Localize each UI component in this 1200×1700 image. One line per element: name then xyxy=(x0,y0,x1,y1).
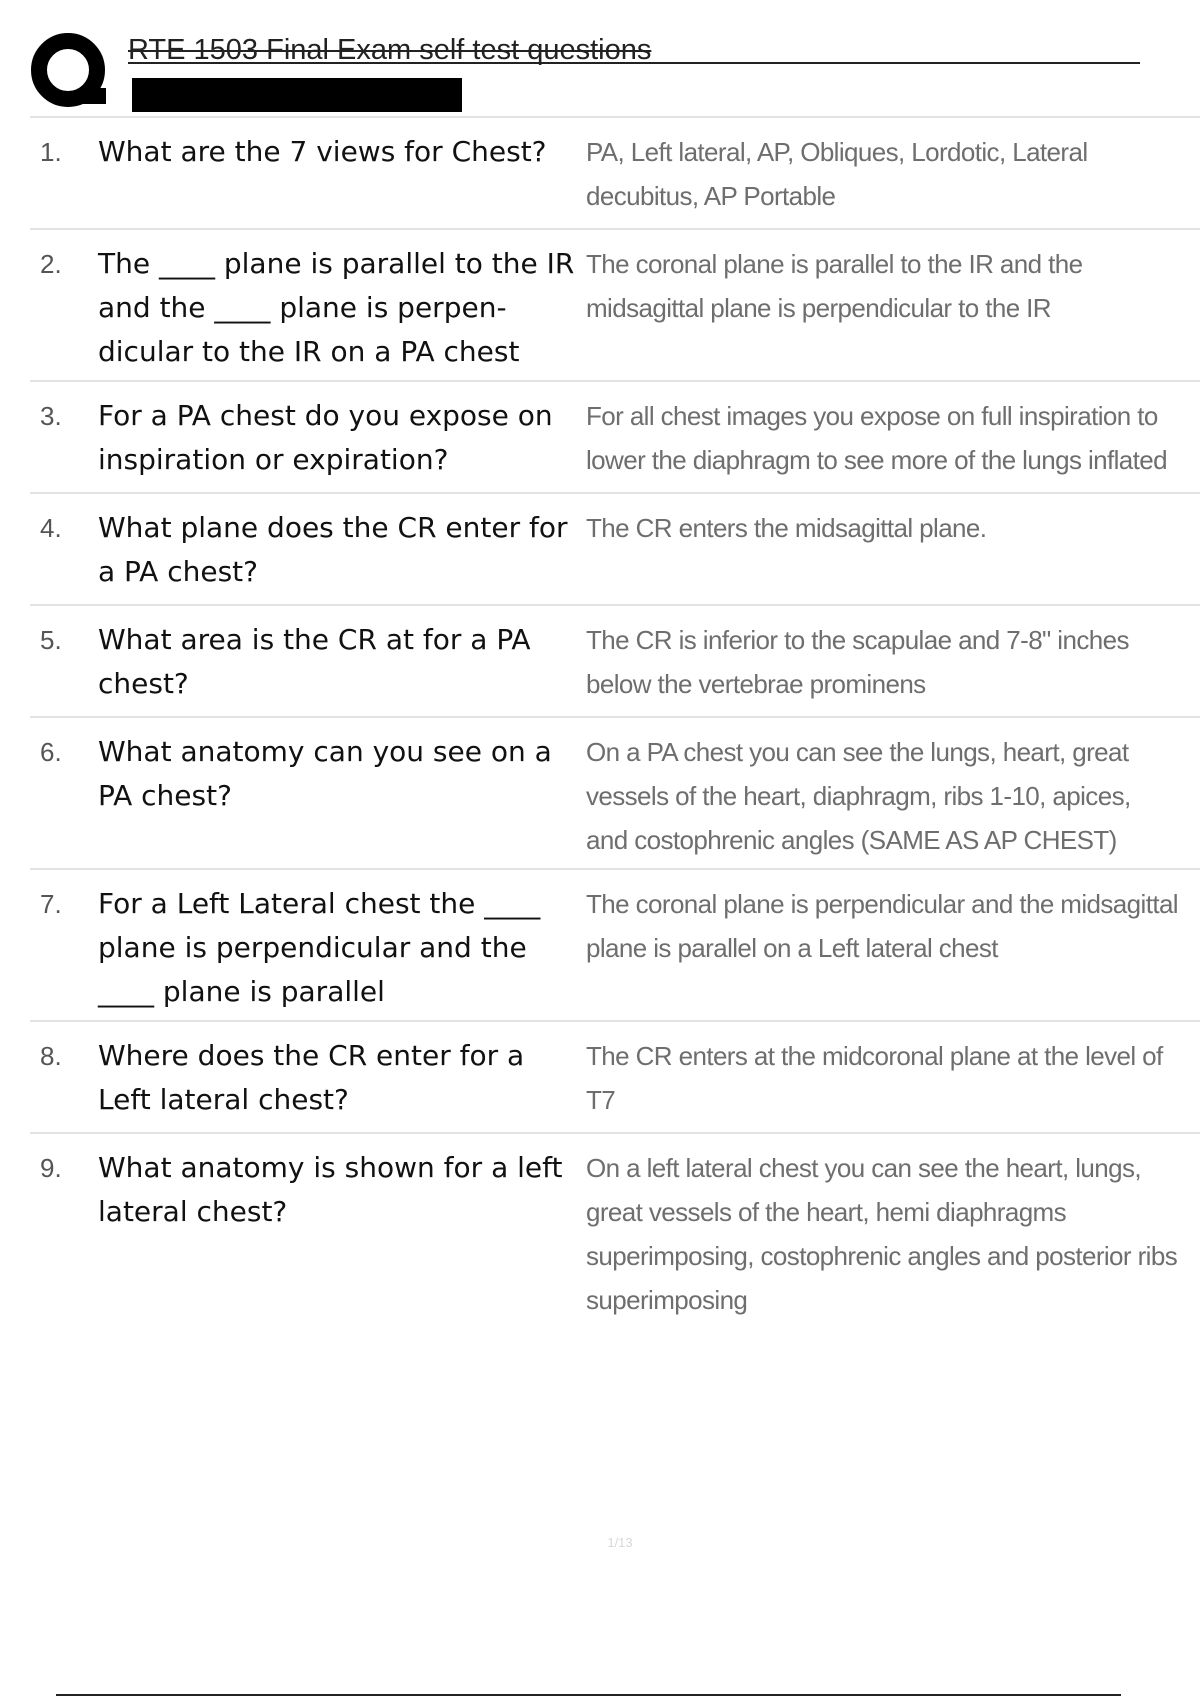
answer-text: On a left lateral chest you can see the heart, lungs, great vessels of the heart, hemi diaphragms superimposing, costophrenic angles and posterior ribs superimposing xyxy=(586,1153,1178,1315)
qa-row xyxy=(30,116,1200,228)
question-text: The ____ plane is parallel to the IR and the ____ plane is perpen-dicular to the IR on a PA chest xyxy=(98,247,575,368)
qa-row xyxy=(30,1132,1200,1315)
answer-text: PA, Left lateral, AP, Obliques, Lordotic, Lateral decubitus, AP Portable xyxy=(586,137,1088,211)
answer-text: On a PA chest you can see the lungs, heart, great vessels of the heart, diaphragm, ribs 1-10, apices, and costophrenic angles (SAME AS AP CHEST) xyxy=(586,737,1131,855)
footer-rule xyxy=(56,1694,1121,1696)
title-wrap xyxy=(128,34,1140,74)
question-number: 4. xyxy=(40,513,62,543)
answer-text: The coronal plane is perpendicular and the midsagittal plane is parallel on a Left lateral chest xyxy=(586,889,1178,963)
page-number: 1/13 xyxy=(607,1535,633,1550)
question-number: 1. xyxy=(40,137,62,167)
question-number: 9. xyxy=(40,1153,62,1183)
qa-row xyxy=(30,716,1200,868)
logo-icon xyxy=(30,30,112,112)
question-text: For a PA chest do you expose on inspiration or expiration? xyxy=(98,399,553,476)
document-header xyxy=(30,30,1140,115)
question-number: 3. xyxy=(40,401,62,431)
answer-text: The coronal plane is parallel to the IR and the midsagittal plane is perpendicular to the IR xyxy=(586,249,1083,323)
question-text: What anatomy is shown for a left lateral chest? xyxy=(98,1151,563,1228)
answer-text: For all chest images you expose on full inspiration to lower the diaphragm to see more of the lungs inflated xyxy=(586,401,1168,475)
redaction-bar xyxy=(132,78,462,112)
question-text: What are the 7 views for Chest? xyxy=(98,135,547,168)
answer-text: The CR enters at the midcoronal plane at the level of T7 xyxy=(586,1041,1163,1115)
question-text: For a Left Lateral chest the ____ plane is perpendicular and the ____ plane is parallel xyxy=(98,887,541,1008)
qa-row xyxy=(30,1020,1200,1132)
question-text: What area is the CR at for a PA chest? xyxy=(98,623,531,700)
question-number: 5. xyxy=(40,625,62,655)
question-number: 8. xyxy=(40,1041,62,1071)
qa-list xyxy=(30,116,1200,1315)
document-title: RTE 1503 Final Exam self test questions xyxy=(128,34,652,66)
qa-row xyxy=(30,228,1200,380)
question-number: 6. xyxy=(40,737,62,767)
question-text: What plane does the CR enter for a PA chest? xyxy=(98,511,568,588)
question-number: 2. xyxy=(40,249,62,279)
qa-row xyxy=(30,492,1200,604)
question-text: What anatomy can you see on a PA chest? xyxy=(98,735,552,812)
qa-row xyxy=(30,604,1200,716)
question-number: 7. xyxy=(40,889,62,919)
answer-text: The CR enters the midsagittal plane. xyxy=(586,513,987,543)
question-text: Where does the CR enter for a Left lateral chest? xyxy=(98,1039,525,1116)
qa-row xyxy=(30,868,1200,1020)
answer-text: The CR is inferior to the scapulae and 7-8" inches below the vertebrae prominens xyxy=(586,625,1129,699)
qa-row xyxy=(30,380,1200,492)
